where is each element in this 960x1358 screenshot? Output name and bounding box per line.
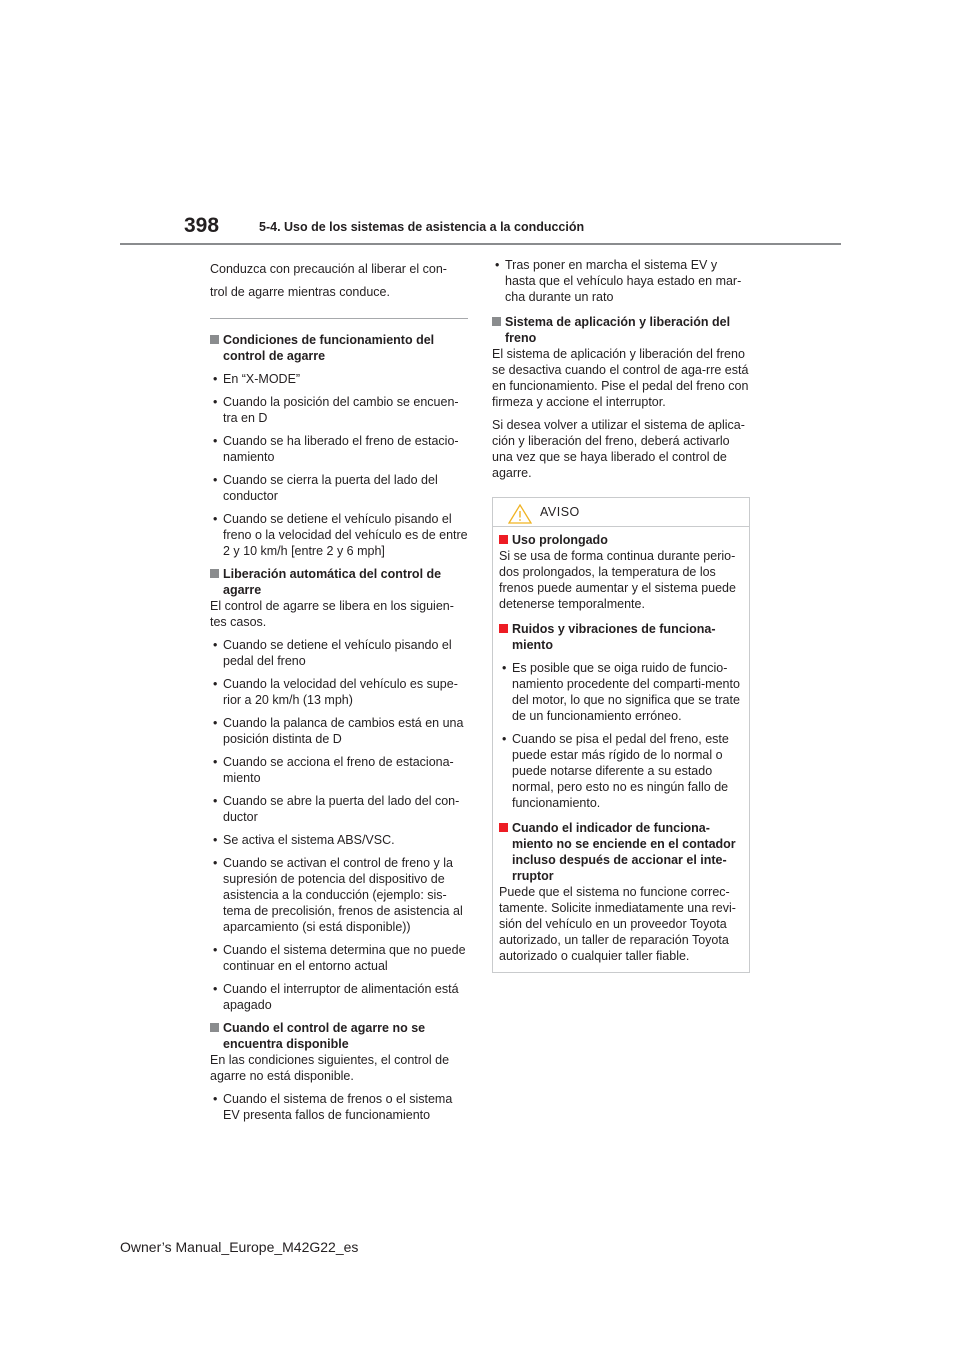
- bullet-icon: •: [495, 258, 500, 272]
- left-column: [210, 258, 468, 1130]
- warning-label: AVISO: [540, 505, 580, 519]
- heading-square-icon: [492, 317, 501, 326]
- list-item: • Cuando el sistema de frenos o el sistema EV presenta fallos de funcionamiento: [213, 1092, 453, 1122]
- heading-square-icon: [210, 569, 219, 578]
- bullet-icon: •: [213, 856, 218, 870]
- section-heading: Liberación automática del control de agarre: [210, 566, 468, 598]
- list-item: • Cuando se detiene el vehículo pisando el freno o la velocidad del vehículo es de entre 2 y 10 km/h [entre 2 y 6 mph]: [213, 512, 468, 558]
- list-item: • Cuando se acciona el freno de estaciona-miento: [213, 755, 454, 785]
- list-item: • Tras poner en marcha el sistema EV y hasta que el vehículo haya estado en mar-cha durante un rato: [495, 258, 742, 304]
- bullet-icon: •: [213, 473, 218, 487]
- warning-text: Si se usa de forma continua durante perio-dos prolongados, la temperatura de los frenos puede aumentar y el sistema puede detenerse temporalmente.: [499, 549, 736, 611]
- list-item: • Cuando el interruptor de alimentación está apagado: [213, 982, 459, 1012]
- bullet-icon: •: [213, 833, 218, 847]
- section-heading: Condiciones de funcionamiento del control de agarre: [210, 332, 468, 364]
- bullet-icon: •: [213, 943, 218, 957]
- warning-heading: Cuando el indicador de funciona-miento no se enciende en el contador incluso después de accionar el inte-rruptor: [499, 820, 743, 884]
- bullet-icon: •: [213, 794, 218, 808]
- bullet-icon: •: [213, 1092, 218, 1106]
- warning-heading: Ruidos y vibraciones de funciona-miento: [499, 621, 743, 653]
- list-item: • Es posible que se oiga ruido de funcio-namiento procedente del comparti-mento del motor, lo que no significa que se trate de un funcionamiento erróneo.: [502, 661, 740, 723]
- bullet-icon: •: [213, 512, 218, 526]
- list-item: • Cuando el sistema determina que no puede continuar en el entorno actual: [213, 943, 466, 973]
- warning-header: [493, 498, 749, 527]
- section-body: Si desea volver a utilizar el sistema de aplica-ción y liberación del freno, deberá activarlo una vez que se haya liberado el control de agarre.: [492, 418, 745, 480]
- heading-square-icon: [210, 1023, 219, 1032]
- list-item: • Cuando la velocidad del vehículo es supe-rior a 20 km/h (13 mph): [213, 677, 458, 707]
- list-item: • Cuando se activan el control de freno y la supresión de potencia del dispositivo de asistencia a la conducción (ejemplo: sis-tema de precolisión, frenos de asistencia al aparcamiento (si está disponible)): [213, 856, 463, 934]
- warning-prolonged-use: [499, 532, 743, 612]
- bullet-icon: •: [213, 372, 218, 386]
- warning-body: [493, 527, 749, 972]
- section-divider: [210, 318, 468, 319]
- warning-square-icon: [499, 823, 508, 832]
- warning-heading: Uso prolongado: [499, 532, 743, 548]
- warning-text: Puede que el sistema no funcione correc-tamente. Solicite inmediatamente una revi-sión del vehículo en un proveedor Toyota autorizado, un taller de reparación Toyota autorizado o cualquier taller fiable.: [499, 885, 736, 963]
- bullet-icon: •: [213, 395, 218, 409]
- list-item: • Cuando la palanca de cambios está en una posición distinta de D: [213, 716, 464, 746]
- list-item: • Cuando se ha liberado el freno de estacio-namiento: [213, 434, 459, 464]
- warning-indicator: [499, 820, 743, 964]
- bullet-icon: •: [213, 434, 218, 448]
- list-item: • En “X-MODE”: [213, 372, 301, 386]
- list-item: • Cuando se abre la puerta del lado del con-ductor: [213, 794, 460, 824]
- section-operating-conditions: [210, 332, 468, 559]
- bullet-icon: •: [213, 638, 218, 652]
- bullet-icon: •: [502, 661, 507, 675]
- list-item: • Se activa el sistema ABS/VSC.: [213, 833, 395, 847]
- section-body: En las condiciones siguientes, el control de agarre no está disponible.: [210, 1053, 450, 1083]
- list-item: • Cuando la posición del cambio se encuen-tra en D: [213, 395, 459, 425]
- bullet-icon: •: [213, 677, 218, 691]
- warning-square-icon: [499, 624, 508, 633]
- section-not-available: [210, 1020, 468, 1123]
- right-column: [492, 257, 750, 973]
- section-heading: Sistema de aplicación y liberación del freno: [492, 314, 750, 346]
- bullet-icon: •: [213, 755, 218, 769]
- intro-line-2: trol de agarre mientras conduce.: [210, 285, 390, 299]
- list-item: • Cuando se cierra la puerta del lado del conductor: [213, 473, 438, 503]
- warning-triangle-icon: [508, 504, 532, 524]
- bullet-icon: •: [502, 732, 507, 746]
- section-body: El sistema de aplicación y liberación del freno se desactiva cuando el control de aga-rre está en funcionamiento. Pise el pedal del freno con firmeza y accione el interruptor.: [492, 347, 749, 409]
- list-item: • Cuando se detiene el vehículo pisando el pedal del freno: [213, 638, 452, 668]
- warning-noise-vibration: [499, 621, 743, 811]
- list-continuation: [492, 257, 750, 305]
- bullet-icon: •: [213, 982, 218, 996]
- section-automatic-release: [210, 566, 468, 1013]
- list-item: • Cuando se pisa el pedal del freno, este puede estar más rígido de lo normal o puede notarse diferente a su estado normal, pero esto no es ningún fallo de funcionamiento.: [502, 732, 729, 810]
- section-body: El control de agarre se libera en los siguien-tes casos.: [210, 599, 454, 629]
- heading-square-icon: [210, 335, 219, 344]
- footer-manual-id: Owner’s Manual_Europe_M42G22_es: [120, 1239, 359, 1255]
- warning-square-icon: [499, 535, 508, 544]
- header-rule: [120, 243, 841, 245]
- warning-box: [492, 497, 750, 973]
- section-heading: Cuando el control de agarre no se encuentra disponible: [210, 1020, 468, 1052]
- intro-line-1: Conduzca con precaución al liberar el con-: [210, 262, 447, 276]
- section-brake-hold: [492, 314, 750, 481]
- page-number: 398: [184, 214, 220, 237]
- section-title: 5-4. Uso de los sistemas de asistencia a la conducción: [259, 220, 585, 234]
- bullet-icon: •: [213, 716, 218, 730]
